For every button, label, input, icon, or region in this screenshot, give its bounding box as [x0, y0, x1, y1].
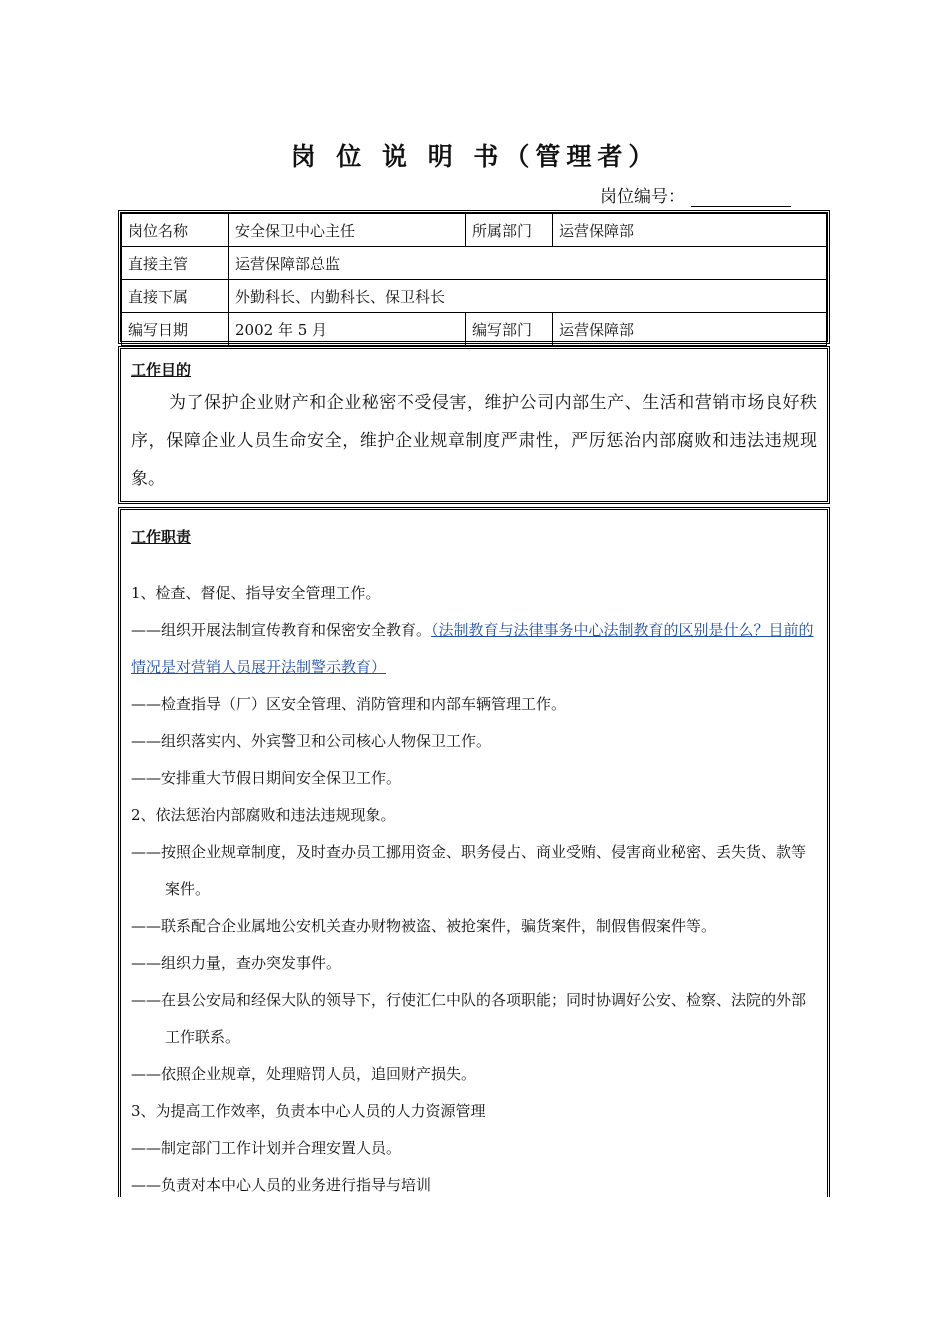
duties-section: [118, 507, 830, 1197]
list-item: ——组织开展法制宣传教育和保密安全教育。（法制教育与法律事务中心法制教育的区别是什么？目前的情况是对营销人员展开法制警示教育）: [131, 621, 814, 676]
subordinates-value: 外勤科长、内勤科长、保卫科长: [229, 280, 827, 313]
list-item: ——组织力量，查办突发事件。: [131, 954, 342, 972]
supervisor-value: 运营保障部总监: [229, 247, 827, 280]
purpose-heading: 工作目的: [131, 361, 192, 379]
table-row: [122, 214, 827, 247]
position-code-label: 岗位编号：: [600, 187, 685, 207]
list-item: 2、依法惩治内部腐败和违法违规现象。: [131, 806, 396, 824]
position-name-value: 安全保卫中心主任: [229, 214, 466, 247]
list-item: 3、为提高工作效率，负责本中心人员的人力资源管理: [131, 1102, 486, 1120]
department-value: 运营保障部: [553, 214, 827, 247]
info-table-frame: [118, 210, 830, 344]
list-item: ——组织落实内、外宾警卫和公司核心人物保卫工作。: [131, 732, 492, 750]
subordinates-label: 直接下属: [122, 280, 229, 313]
date-value: 2002 年 5 月: [229, 313, 466, 346]
info-table: [121, 213, 827, 346]
editor-note-link[interactable]: （法制教育与法律事务中心法制教育的区别是什么？目前的情况是对营销人员展开法制警示教育）: [131, 621, 814, 676]
table-row: [122, 313, 827, 346]
department-label: 所属部门: [466, 214, 553, 247]
document-title: 岗 位 说 明 书（管理者）: [290, 142, 660, 171]
position-name-label: 岗位名称: [122, 214, 229, 247]
list-item: ——按照企业规章制度，及时查办员工挪用资金、职务侵占、商业受贿、侵害商业秘密、丢失货、款等案件。: [131, 843, 807, 898]
list-item: ——检查指导（厂）区安全管理、消防管理和内部车辆管理工作。: [131, 695, 567, 713]
supervisor-label: 直接主管: [122, 247, 229, 280]
list-item: ——制定部门工作计划并合理安置人员。: [131, 1139, 402, 1157]
position-code-row: [600, 182, 791, 207]
duties-list: [131, 575, 817, 1204]
list-item: ——在县公安局和经保大队的领导下，行使汇仁中队的各项职能；同时协调好公安、检察、法院的外部工作联系。: [131, 991, 807, 1046]
author-dept-label: 编写部门: [466, 313, 553, 346]
purpose-section: [118, 346, 830, 504]
list-item: ——联系配合企业属地公安机关查办财物被盗、被抢案件，骗货案件，制假售假案件等。: [131, 917, 717, 935]
duties-heading: 工作职责: [131, 528, 192, 546]
list-item: ——安排重大节假日期间安全保卫工作。: [131, 769, 402, 787]
table-row: [122, 247, 827, 280]
date-label: 编写日期: [122, 313, 229, 346]
list-item: ——依照企业规章，处理赔罚人员，追回财产损失。: [131, 1065, 477, 1083]
author-dept-value: 运营保障部: [553, 313, 827, 346]
list-item: ——负责对本中心人员的业务进行指导与培训: [131, 1176, 432, 1194]
list-item: 1、检查、督促、指导安全管理工作。: [131, 584, 381, 602]
position-code-blank: [691, 188, 791, 207]
purpose-text: 为了保护企业财产和企业秘密不受侵害，维护公司内部生产、生活和营销市场良好秩序，保障企业人员生命安全，维护企业规章制度严肃性，严厉惩治内部腐败和违法违规现象。: [131, 393, 817, 489]
table-row: [122, 280, 827, 313]
